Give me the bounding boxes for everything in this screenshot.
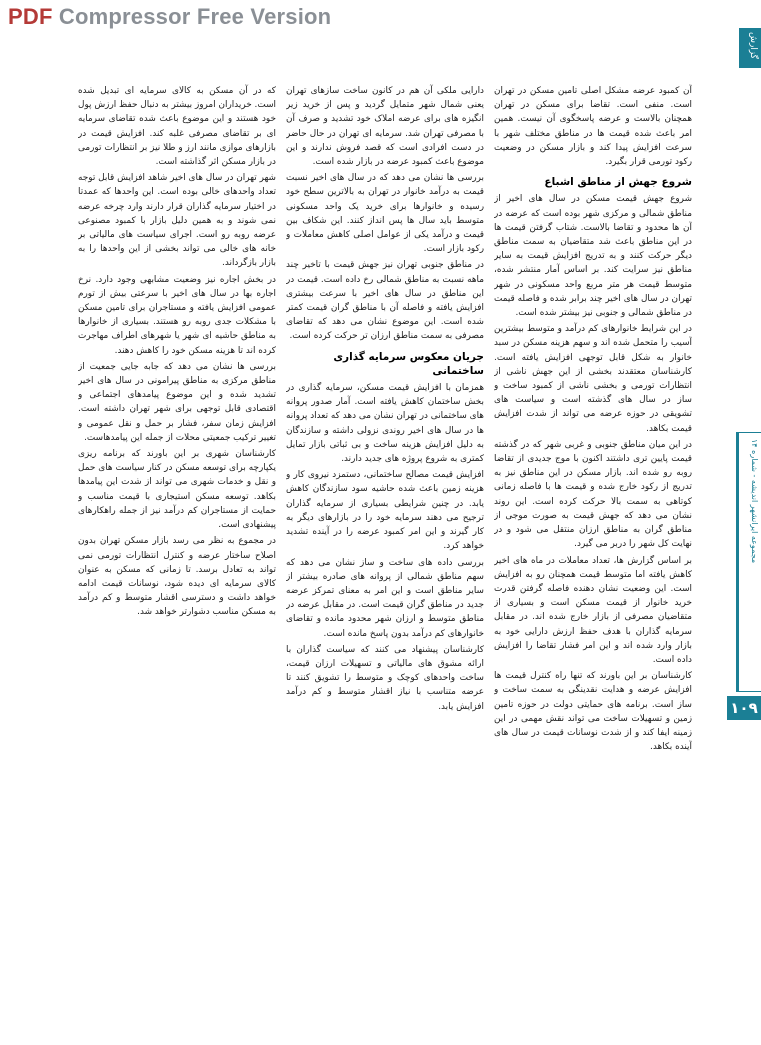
watermark-rest-text: Compressor Free Version [52, 4, 332, 29]
article-paragraph: شهر تهران در سال های اخیر شاهد افزایش قابل توجه تعداد واحدهای خالی بوده است. این واحدها که عمدتا در اختیار سرمایه گذاران قرار دارند وارد چرخه عرضه نمی شوند و به همین دلیل بازار با کمبود مصنوعی عرضه روبه رو است. اجرای سیاست های مالیاتی بر خانه های خالی می تواند بخشی از این واحدها را به بازار بازگرداند. [78, 173, 276, 269]
page-number: ۱۰۹ [727, 696, 761, 720]
article-paragraph: در این میان مناطق جنوبی و غربی شهر که در گذشته قیمت پایین تری داشتند اکنون با موج جدیدی از تقاضا روبه رو شده اند. بازار مسکن در این مناطق نیز به تدریج از رکود خارج شده و قیمت ها با فاصله زمانی کوتاهی به سمت بالا حرکت کرده است. این روند نشان می دهد که جهش قیمت به صورت موجی از مناطق گران به مناطق ارزان منتقل می شود و در نهایت کل شهر را دربر می گیرد. [494, 439, 692, 550]
section-heading: جریان معکوس سرمایه گذاری ساختمانی [333, 350, 484, 377]
article-paragraph: شروع جهش قیمت مسکن در سال های اخیر از مناطق شمالی و مرکزی شهر بوده است که عرضه در آن ها محدود و تقاضا بالاست. شتاب گرفتن قیمت ها در این مناطق باعث شد متقاضیان به سمت مناطق دیگر حرکت کنند و به تدریج افزایش قیمت به سایر مناطق نیز سرایت کند. بر اساس آمار منتشر شده، متوسط قیمت هر متر مربع واحد مسکونی در شهر تهران در سال های اخیر چند برابر شده و فاصله قیمت در مناطق شمالی و جنوبی نیز بیشتر شده است. [494, 194, 692, 319]
article-paragraph: کارشناسان پیشنهاد می کنند که سیاست گذاران با ارائه مشوق های مالیاتی و تسهیلات ارزان قیمت، ساخت واحدهای کوچک و متوسط را تشویق کنند تا عرضه متناسب با نیاز اقشار متوسط و کم درآمد افزایش یابد. [286, 644, 484, 712]
article-paragraph: بررسی ها نشان می دهد که جابه جایی جمعیت از مناطق مرکزی به مناطق پیرامونی در سال های اخیر تشدید شده و این موضوع پیامدهای اجتماعی و اقتصادی قابل توجهی برای شهر تهران داشته است. افزایش زمان سفر، فشار بر حمل و نقل عمومی و تغییر ترکیب جمعیتی محلات از جمله این پیامدهاست. [78, 361, 276, 443]
article-paragraph: بررسی ها نشان می دهد که در سال های اخیر نسبت قیمت به درآمد خانوار در تهران به بالاترین سطح خود رسیده و خانوارها برای خرید یک واحد مسکونی متوسط باید سال ها پس انداز کنند. این شکاف بین قیمت و درآمد یکی از عوامل اصلی کاهش معاملات و رکود بازار است. [286, 173, 484, 255]
article-paragraph: در مناطق جنوبی تهران نیز جهش قیمت با تاخیر چند ماهه نسبت به مناطق شمالی رخ داده است. قیمت در این مناطق در سال های اخیر با سرعت بیشتری افزایش یافته و فاصله آن با مناطق گران قیمت کمتر شده است. این موضوع نشان می دهد که تقاضای مصرفی به سمت مناطق ارزان تر حرکت کرده است. [286, 260, 484, 342]
article-column-left [78, 84, 276, 1019]
article-paragraph: کارشناسان شهری بر این باورند که برنامه ریزی یکپارچه برای توسعه مسکن در کنار سیاست های حمل و نقل و خدمات شهری می تواند از شدت این پیامدها بکاهد. توسعه مسکن استیجاری با قیمت مناسب و حمایت از مستاجران کم درآمد نیز از جمله راهکارهای پیشنهادی است. [78, 449, 276, 531]
article-paragraph: همزمان با افزایش قیمت مسکن، سرمایه گذاری در بخش ساختمان کاهش یافته است. آمار صدور پروانه های ساختمانی در تهران نشان می دهد که تعداد پروانه ها در سال های اخیر روندی نزولی داشته و سازندگان به دلیل افزایش هزینه ساخت و بی ثباتی بازار تمایل کمتری به شروع پروژه های جدید دارند. [286, 383, 484, 465]
section-tab-label: گزارش [748, 32, 758, 60]
journal-side-label: مجموعه ایرانشهر اندیشه - شماره ۱۴ [750, 439, 759, 564]
article-paragraph: که در آن مسکن به کالای سرمایه ای تبدیل شده است. خریداران امروز بیشتر به دنبال حفظ ارزش پول خود هستند و این موضوع باعث شده تقاضای سرمایه ای بر تقاضای مصرفی غلبه کند. افزایش قیمت در بازارهای موازی مانند ارز و طلا نیز بر انتظارات تورمی در بازار مسکن اثر گذاشته است. [78, 86, 276, 168]
article-paragraph: بر اساس گزارش ها، تعداد معاملات در ماه های اخیر کاهش یافته اما متوسط قیمت همچنان رو به افزایش است. این وضعیت نشان دهنده فاصله گرفتن قدرت خرید خانوار از قیمت مسکن است و بسیاری از متقاضیان مصرفی از بازار خارج شده اند. در مقابل سرمایه گذاران با هدف حفظ ارزش دارایی خود به بازار وارد شده اند و این امر فشار تقاضا را افزایش داده است. [494, 555, 692, 665]
article-paragraph: کارشناسان بر این باورند که تنها راه کنترل قیمت ها افزایش عرضه و هدایت نقدینگی به سمت ساخت و ساز است. برنامه های حمایتی دولت در حوزه تامین زمین و تسهیلات ساخت می تواند نقش مهمی در این زمینه ایفا کند و از شدت نوسانات قیمت در سال های آینده بکاهد. [494, 671, 692, 753]
section-heading: شروع جهش از مناطق اشباع [544, 176, 692, 189]
article-paragraph: افزایش قیمت مصالح ساختمانی، دستمزد نیروی کار و هزینه زمین باعث شده حاشیه سود سازندگان کاهش یابد. در چنین شرایطی بسیاری از سرمایه گذاران ترجیح می دهند سرمایه خود را در بازارهای دیگر به کار گیرند و این امر کمبود عرضه را در آینده تشدید خواهد کرد. [286, 470, 484, 552]
article-column-middle [286, 84, 484, 1019]
article-column-right [494, 84, 692, 1019]
section-tab [739, 28, 761, 68]
pdf-compressor-watermark [8, 4, 331, 30]
watermark-pdf-text: PDF [8, 4, 53, 29]
article-paragraph: دارایی ملکی آن هم در کانون ساخت سازهای تهران یعنی شمال شهر متمایل گردید و پس از خرید زیر انگیزه های برای عرضه املاک خود تشدید و صرف آن با مصرفی تهران شد. سرمایه ای تهران در حال حاضر در دست افرادی است که قصد فروش ندارند و این موضوع باعث کمبود عرضه در بازار شده است. [286, 86, 484, 168]
article-paragraph: بررسی داده های ساخت و ساز نشان می دهد که سهم مناطق شمالی از پروانه های صادره بیشتر از سایر مناطق است و این امر به معنای تمرکز عرضه جدید در مناطق گران قیمت است. در مقابل عرضه در مناطق متوسط و ارزان شهر محدود مانده و تقاضای خانوارهای کم درآمد بدون پاسخ مانده است. [286, 557, 484, 639]
article-paragraph: در مجموع به نظر می رسد بازار مسکن تهران بدون اصلاح ساختار عرضه و کنترل انتظارات تورمی نمی تواند به تعادل برسد. تا زمانی که مسکن به عنوان کالای سرمایه ای دیده شود، نوسانات قیمت ادامه خواهد داشت و دسترسی اقشار متوسط و کم درآمد به مسکن مناسب دشوارتر خواهد شد. [78, 536, 276, 618]
article-paragraph: در بخش اجاره نیز وضعیت مشابهی وجود دارد. نرخ اجاره بها در سال های اخیر با سرعتی بیش از تورم عمومی افزایش یافته و مستاجران برای تامین مسکن با مشکلات جدی روبه رو هستند. بسیاری از خانوارها به مناطق حاشیه ای شهر یا شهرهای اطراف مهاجرت کرده اند تا هزینه مسکن خود را کاهش دهند. [78, 274, 276, 356]
article-paragraph: در این شرایط خانوارهای کم درآمد و متوسط بیشترین آسیب را متحمل شده اند و سهم هزینه مسکن در سبد خانوار به شکل قابل توجهی افزایش یافته است. کارشناسان معتقدند بخشی از این جهش ناشی از انتظارات تورمی و بخشی ناشی از کمبود ساخت و ساز در سال های گذشته است و سیاست های تشویقی در حوزه عرضه می تواند از شدت افزایش قیمت بکاهد. [494, 324, 692, 434]
article-paragraph: آن کمبود عرضه مشکل اصلی تامین مسکن در تهران است. منفی است. تقاضا برای مسکن در تهران همچنان بالاست و عرضه پاسخگوی آن نیست. همین امر باعث شده قیمت ها در مناطق مختلف شهر با سرعت افزایش پیدا کند و بازار مسکن در وضعیت رکود تورمی قرار بگیرد. [494, 86, 692, 168]
journal-side-band [736, 432, 761, 692]
article-columns [78, 84, 692, 1019]
